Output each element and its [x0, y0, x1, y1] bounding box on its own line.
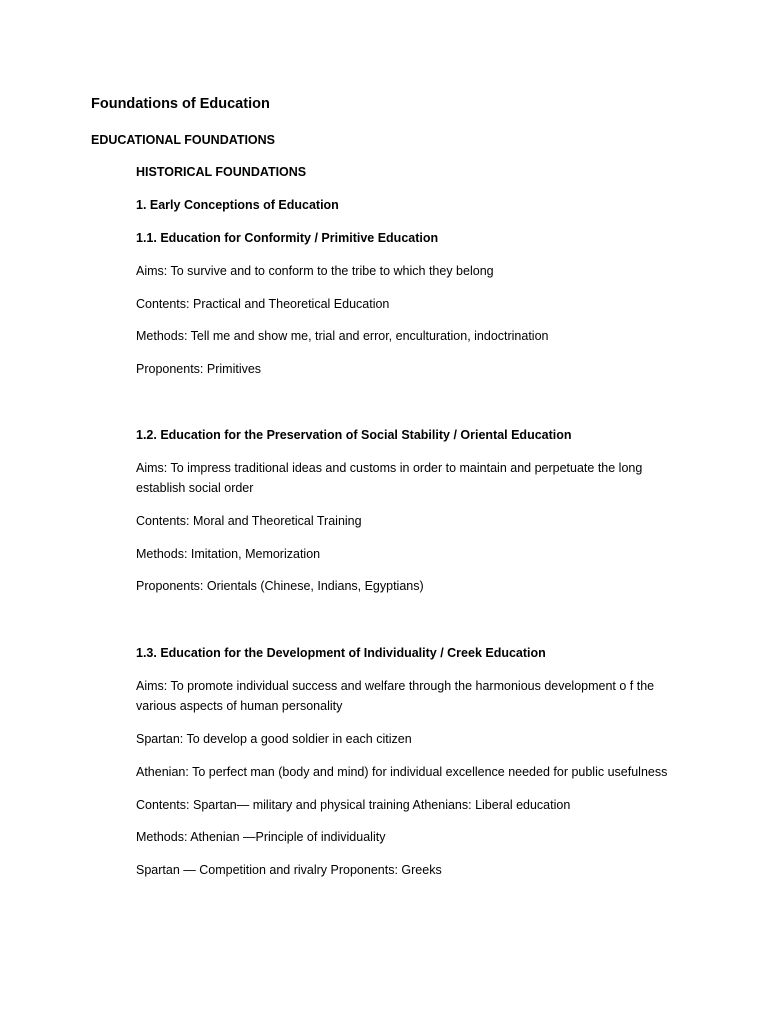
subsection-heading: HISTORICAL FOUNDATIONS — [136, 165, 307, 179]
sec12-contents: Contents: Moral and Theoretical Training — [136, 514, 362, 528]
sec13-methods: Methods: Athenian —Principle of individuality — [136, 830, 386, 844]
sec11-heading: 1.1. Education for Conformity / Primitive Education — [136, 231, 439, 245]
document-title: Foundations of Education — [91, 96, 270, 112]
sec13-aims-line2: various aspects of human personality — [136, 699, 343, 713]
sec11-methods: Methods: Tell me and show me, trial and error, enculturation, indoctrination — [136, 329, 549, 343]
sec12-proponents: Proponents: Orientals (Chinese, Indians, Egyptians) — [136, 579, 424, 593]
sec13-heading: 1.3. Education for the Development of Individuality / Creek Education — [136, 646, 546, 660]
sec13-contents: Contents: Spartan— military and physical training Athenians: Liberal education — [136, 798, 571, 812]
sec13-spartan: Spartan: To develop a good soldier in each citizen — [136, 732, 412, 746]
sec12-methods: Methods: Imitation, Memorization — [136, 547, 321, 561]
sec11-contents: Contents: Practical and Theoretical Education — [136, 297, 390, 311]
sec12-heading: 1.2. Education for the Preservation of Social Stability / Oriental Education — [136, 428, 572, 442]
sec11-proponents: Proponents: Primitives — [136, 362, 262, 376]
sec13-aims-line1: Aims: To promote individual success and welfare through the harmonious development o f the — [136, 679, 655, 693]
sec12-aims-line1: Aims: To impress traditional ideas and customs in order to maintain and perpetuate the long — [136, 461, 643, 475]
part1-heading: 1. Early Conceptions of Education — [136, 198, 339, 212]
sec12-aims-line2: establish social order — [136, 481, 254, 495]
sec13-spartan-methods: Spartan — Competition and rivalry Proponents: Greeks — [136, 863, 442, 877]
section-heading: EDUCATIONAL FOUNDATIONS — [91, 133, 276, 147]
sec11-aims: Aims: To survive and to conform to the tribe to which they belong — [136, 264, 494, 278]
sec13-athenian: Athenian: To perfect man (body and mind) for individual excellence needed for public usefulness — [136, 765, 668, 779]
